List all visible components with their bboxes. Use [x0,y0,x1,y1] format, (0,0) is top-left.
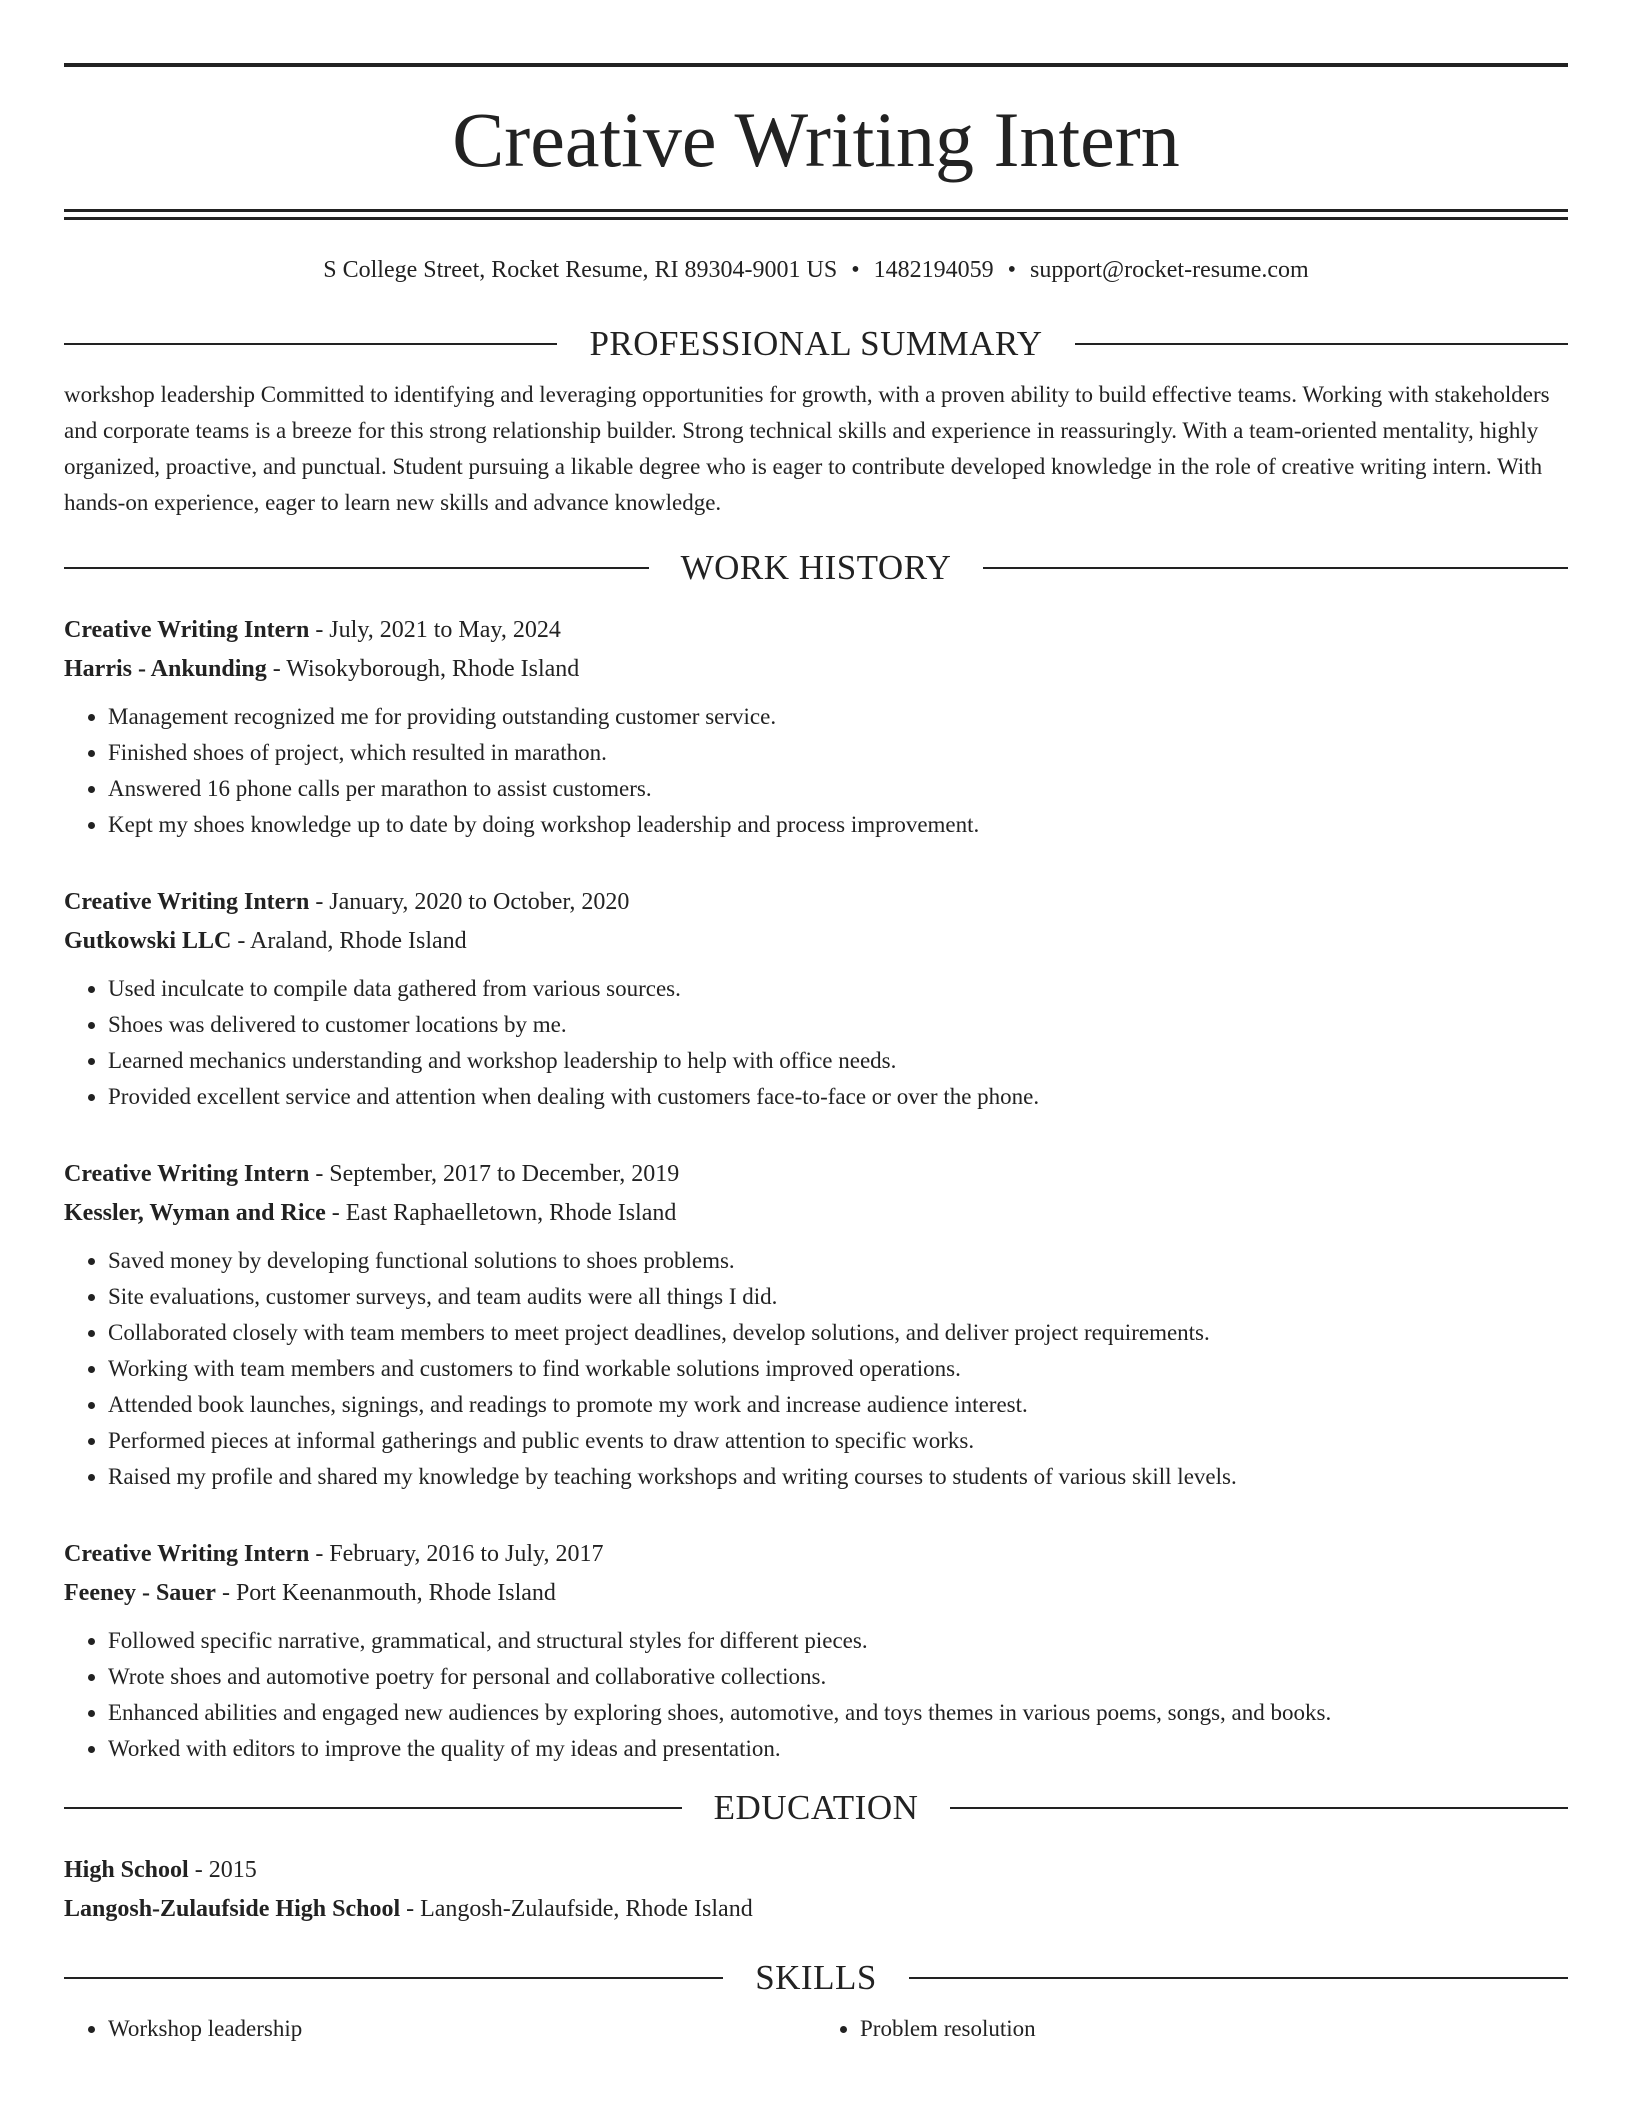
title-double-rule [64,209,1568,220]
section-heading-summary [64,323,1568,365]
heading-rule-left [64,1807,682,1809]
section-heading-skills [64,1957,1568,1999]
list-item: • Management recognized me for providing outstanding customer service. [108,699,1568,735]
education-school: Langosh-Zulaufside High School [64,1895,401,1922]
summary-paragraph: workshop leadership Committed to identifying and leveraging opportunities for growth, with a proven ability to build effective teams. Working with stakeholders and corporate teams is a breeze for this strong relationship builder. Strong technical skills and experience in reassuringly. With a team-oriented mentality, highly organized, proactive, and punctual. Student pursuing a likable degree who is eager to contribute developed knowledge in the role of creative writing intern. With hands-on experience, eager to learn new skills and advance knowledge. [64,381,1550,515]
job-dates: - July, 2021 to May, 2024 [309,616,561,643]
resume-title: Creative Writing Intern [452,96,1180,183]
heading-rule-right [950,1807,1568,1809]
heading-rule-left [64,343,557,345]
job-bullets [64,1243,1568,1495]
list-item: • Provided excellent service and attention when dealing with customers face-to-face or over the phone. [108,1079,1568,1115]
job-entry [64,611,1568,843]
contact-address: S College Street, Rocket Resume, RI 89304-9001 US [323,257,838,283]
contact-phone: 1482194059 [873,257,994,283]
job-location: - Araland, Rhode Island [231,927,467,954]
education-location: - Langosh-Zulaufside, Rhode Island [400,1895,753,1922]
job-dates: - September, 2017 to December, 2019 [309,1160,680,1187]
job-entry [64,883,1568,1115]
list-item: • Site evaluations, customer surveys, and team audits were all things I did. [108,1279,1568,1315]
job-company: Harris - Ankunding [64,655,267,682]
education-degree: High School [64,1856,189,1883]
job-title: Creative Writing Intern [64,616,310,643]
job-dates: - February, 2016 to July, 2017 [309,1540,604,1567]
list-item: • Finished shoes of project, which resulted in marathon. [108,735,1568,771]
job-bullets [64,699,1568,843]
section-title: PROFESSIONAL SUMMARY [589,323,1043,363]
contact-line [64,256,1568,285]
job-bullets [64,1623,1568,1767]
heading-rule-left [64,1977,723,1979]
skill-item: • Problem resolution [860,2011,1568,2047]
job-dates: - January, 2020 to October, 2020 [309,888,630,915]
job-bullets [64,971,1568,1115]
job-entry [64,1535,1568,1767]
top-rule [64,63,1568,67]
job-company: Feeney - Sauer [64,1579,216,1606]
list-item: • Enhanced abilities and engaged new audiences by exploring shoes, automotive, and toys themes in various poems, songs, and books. [108,1695,1568,1731]
list-item: • Collaborated closely with team members to meet project deadlines, develop solutions, and deliver project requirements. [108,1315,1568,1351]
list-item: • Performed pieces at informal gatherings and public events to draw attention to specific works. [108,1423,1568,1459]
list-item: • Shoes was delivered to customer locations by me. [108,1007,1568,1043]
skills-columns [64,2011,1568,2047]
job-location: - East Raphaelletown, Rhode Island [325,1199,677,1226]
list-item: • Working with team members and customers to find workable solutions improved operations. [108,1351,1568,1387]
job-title: Creative Writing Intern [64,1540,310,1567]
section-title: SKILLS [755,1957,877,1997]
job-company: Gutkowski LLC [64,927,232,954]
section-heading-education [64,1787,1568,1829]
list-item: • Learned mechanics understanding and workshop leadership to help with office needs. [108,1043,1568,1079]
list-item: • Worked with editors to improve the quality of my ideas and presentation. [108,1731,1568,1767]
heading-rule-right [1075,343,1568,345]
list-item: • Followed specific narrative, grammatical, and structural styles for different pieces. [108,1623,1568,1659]
list-item: • Saved money by developing functional solutions to shoes problems. [108,1243,1568,1279]
heading-rule-right [909,1977,1568,1979]
list-item: • Wrote shoes and automotive poetry for personal and collaborative collections. [108,1659,1568,1695]
section-heading-work [64,547,1568,589]
job-location: - Port Keenanmouth, Rhode Island [215,1579,556,1606]
list-item: • Answered 16 phone calls per marathon to assist customers. [108,771,1568,807]
education-entry [64,1851,1568,1929]
contact-separator: • [851,257,860,283]
section-title: EDUCATION [713,1787,919,1827]
list-item: • Kept my shoes knowledge up to date by doing workshop leadership and process improvement. [108,807,1568,843]
skill-item: • Workshop leadership [108,2011,816,2047]
list-item: • Used inculcate to compile data gathered from various sources. [108,971,1568,1007]
job-company: Kessler, Wyman and Rice [64,1199,326,1226]
skills-list-right [816,2011,1568,2047]
heading-rule-right [983,567,1568,569]
list-item: • Raised my profile and shared my knowledge by teaching workshops and writing courses to students of various skill levels. [108,1459,1568,1495]
job-title: Creative Writing Intern [64,1160,310,1187]
heading-rule-left [64,567,649,569]
job-title: Creative Writing Intern [64,888,310,915]
job-entry [64,1155,1568,1495]
contact-separator: • [1007,257,1017,283]
list-item: • Attended book launches, signings, and readings to promote my work and increase audience interest. [108,1387,1568,1423]
skills-list-left [64,2011,816,2047]
contact-email: support@rocket-resume.com [1030,257,1309,283]
education-year: - 2015 [188,1856,257,1883]
job-location: - Wisokyborough, Rhode Island [266,655,580,682]
section-title: WORK HISTORY [680,547,952,587]
